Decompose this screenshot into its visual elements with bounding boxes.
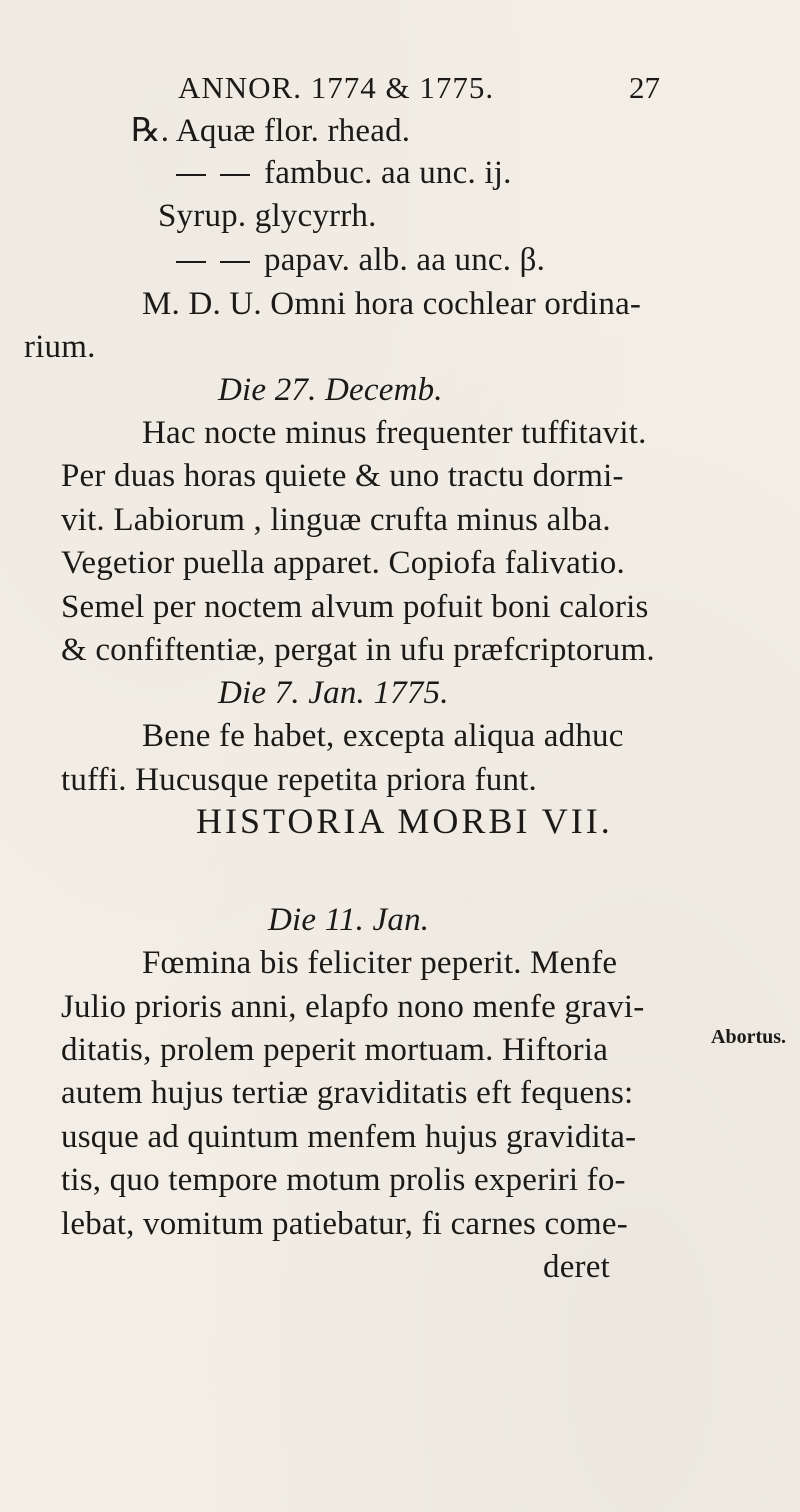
body-line: usque ad quintum menfem hujus gravidita- <box>61 1119 637 1155</box>
prescription-line-3: Syrup. glycyrrh. <box>158 198 377 234</box>
prescription-line-1: ℞. Aquæ flor. rhead. <box>131 113 411 149</box>
prescription-line-6: rium. <box>24 329 96 365</box>
body-line: vit. Labiorum , linguæ crufta minus alba. <box>61 502 611 538</box>
prescription-line-2: fambuc. aa unc. ij. <box>176 153 512 193</box>
body-line: Semel per noctem alvum pofuit boni caloris <box>61 589 649 625</box>
prescription-line-4: papav. alb. aa unc. β. <box>176 240 545 280</box>
body-line: Vegetior puella apparet. Copiofa falivatio. <box>61 545 625 581</box>
body-line: ditatis, prolem peperit mortuam. Hiftoria <box>61 1032 609 1068</box>
body-line: Bene fe habet, excepta aliqua adhuc <box>142 718 624 754</box>
body-line: tuffi. Hucusque repetita priora funt. <box>61 762 537 798</box>
date-heading-3: Die 11. Jan. <box>268 902 430 938</box>
running-title: ANNOR. 1774 & 1775. <box>178 70 495 105</box>
body-line: Per duas horas quiete & uno tractu dormi- <box>61 458 624 494</box>
date-heading-2: Die 7. Jan. 1775. <box>218 675 449 711</box>
section-title: HISTORIA MORBI VII. <box>196 801 613 841</box>
body-line: Julio prioris anni, elapfo nono menfe gravi- <box>61 989 645 1025</box>
body-line: Fœmina bis feliciter peperit. Menfe <box>142 945 618 981</box>
margin-note: Abortus. <box>711 1026 787 1048</box>
body-line: & confiftentiæ, pergat in ufu præfcriptorum. <box>61 632 655 668</box>
date-heading-1: Die 27. Decemb. <box>218 372 443 408</box>
body-line: autem hujus tertiæ graviditatis eft fequens: <box>61 1075 634 1111</box>
body-line: tis, quo tempore motum prolis experiri fo- <box>61 1162 626 1198</box>
body-line: lebat, vomitum patiebatur, fi carnes come- <box>61 1206 628 1242</box>
prescription-line-5: M. D. U. Omni hora cochlear ordina- <box>142 286 642 322</box>
page-number: 27 <box>629 70 660 105</box>
catchword: deret <box>543 1249 610 1285</box>
body-line: Hac nocte minus frequenter tuffitavit. <box>142 415 647 451</box>
